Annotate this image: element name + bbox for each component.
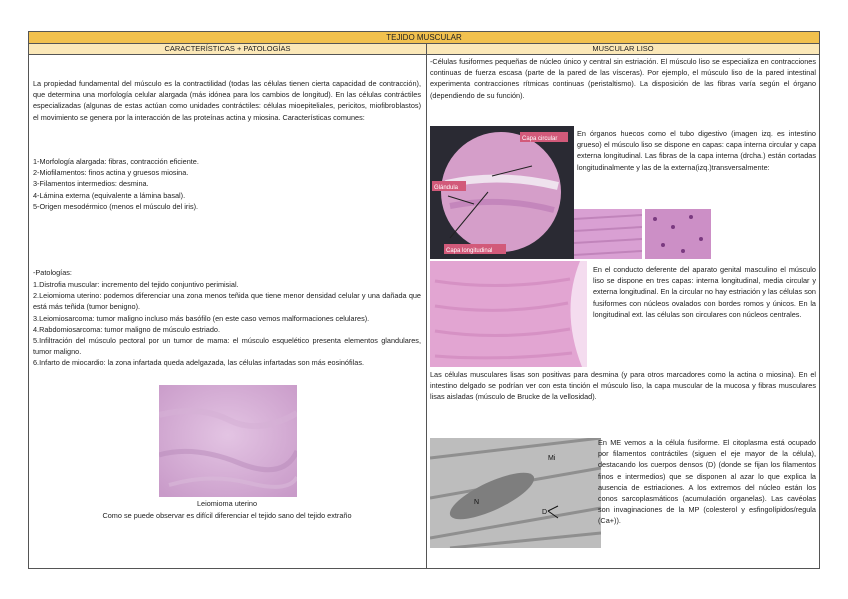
column-divider — [426, 44, 427, 568]
em-label-n: N — [474, 499, 480, 506]
feature-item: 3-Filamentos intermedios: desmina. — [33, 179, 149, 189]
desmin-paragraph: Las células musculares lisas son positivas para desmina (y para otros marcadores como la actina o miosina). En el intestino delgado se podrían ver con esta tinción el músculo liso, la capa muscular de la mucosa y fibras musculares lisas aisladas (músculo de Brucke de la vellosidad). — [430, 370, 816, 402]
feature-item: 1-Morfología alargada: fibras, contracción eficiente. — [33, 157, 199, 166]
right-column-header: MUSCULAR LISO — [427, 44, 819, 55]
longitudinal-fibers-image — [645, 209, 711, 259]
pathology-item: 2.Leiomioma uterino: podemos diferenciar una zona menos teñida que tiene menor densidad celular y una dañada que está más teñida (tumor benigno). — [33, 291, 421, 312]
feature-item: 2-Miofilamentos: finos actina y gruesos miosina. — [33, 168, 189, 178]
vas-deferens-image — [430, 261, 587, 367]
feature-item: 4-Lámina externa (equivalente a lámina basal). — [33, 190, 186, 200]
hollow-organs-paragraph: En órganos huecos como el tubo digestivo (imagen izq. es intestino grueso) el músculo liso se dispone en capas: capa interna circular y capa externa longitudinal. Las fibras de la capa interna (drcha.) están cortadas longitudinalmente y las de la externa(izq.)transversalmente: — [577, 129, 816, 172]
electron-micrograph-image — [430, 438, 601, 548]
left-column-header: CARACTERÍSTICAS + PATOLOGÍAS — [29, 44, 427, 55]
feature-item: 5-Origen mesodérmico (menos el músculo del iris). — [33, 201, 199, 211]
pathology-item: 6.Infarto de miocardio: la zona infartada queda adelgazada, las células infartadas son más eosinófilas. — [33, 358, 364, 368]
em-label-mi: Mi — [548, 455, 556, 462]
pathology-item: 4.Rabdomiosarcoma: tumor maligno de músculo estriado. — [33, 324, 220, 334]
features-list — [33, 156, 421, 212]
em-paragraph: En ME vemos a la célula fusiforme. El citoplasma está ocupado por filamentos contráctiles (siguen el eje mayor de la célula), destacando los cuerpos densos (D) (donde se fijan los filamentos finos e intermedios) que se disponen al azar lo que explica la ausencia de estriaciones. A los extremos del núcleo están los conos sarcoplasmáticos (acumulación organelas). Las cavéolas son invaginaciones de la MP (colesterol y esfingolípidos/regula (Ca+)). — [598, 438, 816, 526]
leiomyoma-note: Como se puede observar es difícil diferenciar el tejido sano del tejido extraño — [102, 511, 352, 520]
pathologies-list — [33, 279, 421, 369]
leiomyoma-image — [159, 385, 297, 497]
pathology-item: 3.Leiomiosarcoma: tumor maligno incluso más basófilo (en este caso vemos malformaciones celulares). — [33, 313, 370, 323]
transverse-fibers-image — [574, 209, 642, 259]
pathologies-title: -Patologías: — [33, 268, 72, 277]
vas-deferens-paragraph: En el conducto deferente del aparato genital masculino el músculo liso se dispone en tres capas: interna longitudinal, media circular y externa longitudinal. En la circular no hay estriación y las células son fusiformes con núcleos ovalados con bordes romos y únicos. En la longitudinal ext. las células son circulares con núcleos centrales. — [593, 265, 816, 319]
main-title: TEJIDO MUSCULAR — [29, 32, 819, 44]
img-label-circular: Capa circular — [522, 136, 558, 142]
colon-histology-image — [430, 126, 574, 259]
img-label-longitudinal: Capa longitudinal — [446, 248, 493, 254]
pathology-item: 5.Infiltración del músculo pectoral por un tumor de mama: el músculo esquelético presenta elementos glandulares, tumor maligno. — [33, 336, 421, 357]
smooth-muscle-intro: -Células fusiformes pequeñas de núcleo único y central sin estriación. El músculo liso se especializa en contracciones continuas de fuerza escasa (parte de la pared de las vísceras). Por ejemplo, el músculo liso de la pared intestinal experimenta contracciones rítmicas continuas (peristaltismo). La disposición de las fibras varía según el órgano (dependiendo de su función). — [430, 57, 816, 100]
em-label-d: D — [542, 509, 548, 516]
intro-paragraph: La propiedad fundamental del músculo es la contractilidad (todas las células tienen cierta capacidad de contracción), que determina una morfología celular alargada (más idónea para los cambios de longitud). En las células contráctiles especializadas (algunas de estas actúan como unidades contráctiles: células mioepiteliales, pericitos, miofibroblastos) el movimiento se genera por la interacción de las proteínas actina y miosina. Características comunes: — [33, 79, 421, 122]
img-label-gland: Glándula — [434, 185, 459, 191]
pathology-item: 1.Distrofia muscular: incremento del tejido conjuntivo perimisial. — [33, 280, 239, 289]
leiomyoma-caption: Leiomioma uterino — [196, 499, 258, 508]
document-page — [28, 31, 820, 569]
